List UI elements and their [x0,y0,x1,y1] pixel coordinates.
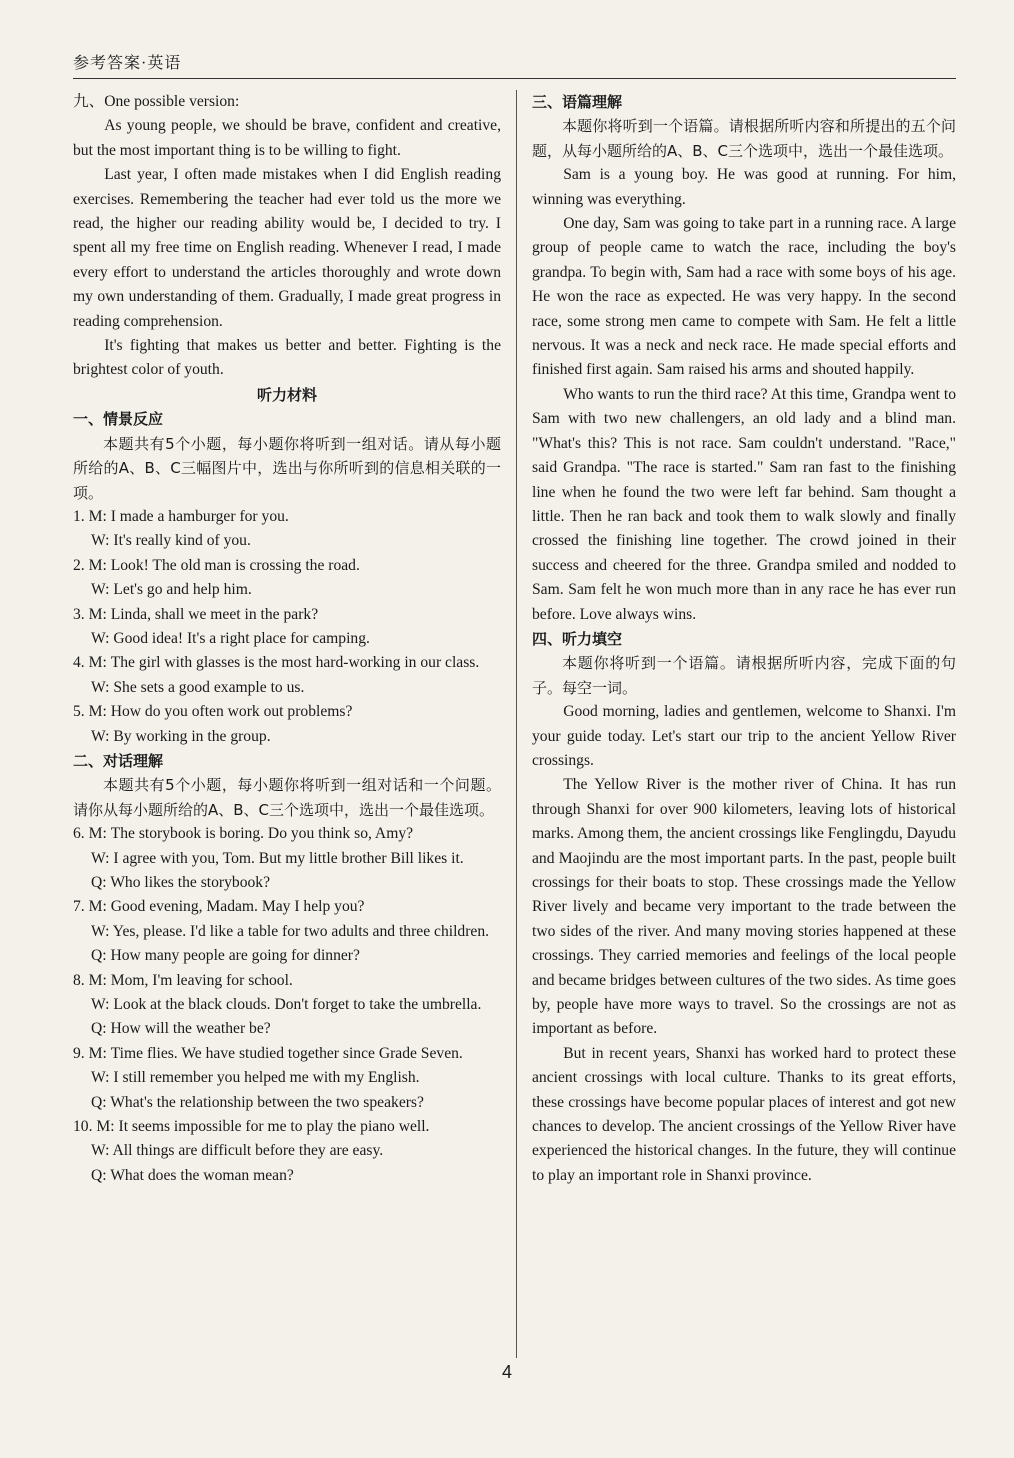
speaker-w: W: I agree with you, Tom. But my little brother Bill likes it. [91,849,464,867]
section-heading: 三、语篇理解 [532,93,623,111]
dialogue-item [73,895,501,968]
essay-heading: 九、One possible version: [73,93,240,110]
speaker-w: W: She sets a good example to us. [91,678,305,696]
speaker-w: W: By working in the group. [91,727,271,745]
speaker-m: How do you often work out problems? [110,703,353,721]
section-instruction: 本题你将听到一个语篇。请根据所听内容和所提出的五个问题，从每小题所给的A、B、C三个选项中，选出一个最佳选项。 [532,117,956,160]
item-number: 10. M: [73,1118,119,1136]
dialogue-item [73,1042,501,1115]
item-number: 9. M: [73,1044,111,1062]
item-number: 6. M: [73,825,111,843]
item-number: 4. M: [73,654,111,672]
speaker-m: Look! The old man is crossing the road. [110,556,360,574]
speaker-w: W: Let's go and help him. [91,581,252,599]
passage-paragraph: The Yellow River is the mother river of China. It has run through Shanxi for over 900 kilometers, leaving lots of historical marks. Among them, the ancient crossings like Fenglingdu, Dayudu and Maojindu are the most important parts. In the past, people built crossings for their boats to stop. These crossings made the Yellow River lively and became very important to the trade between the two sides of the river. And many moving stories happened at these crossings. They carried memories and feelings of the local people and became bridges between cultures of the two sides. As time goes by, people have more ways to travel. So the crossings are not as important as before. [532,776,957,1038]
section-heading: 二、对话理解 [73,751,164,770]
dialogue-item [73,969,501,1042]
speaker-m: The storybook is boring. Do you think so, Amy? [110,825,414,843]
question: Q: What does the woman mean? [91,1166,294,1184]
section-heading: 一、情景反应 [73,410,164,429]
speaker-m: Linda, shall we meet in the park? [110,605,319,623]
section-heading: 四、听力填空 [532,629,623,648]
question: Q: Who likes the storybook? [91,874,271,891]
question: Q: What's the relationship between the two speakers? [91,1093,424,1111]
passage-paragraph: One day, Sam was going to take part in a running race. A large group of people came to watch the race, including the boy's grandpa. To begin with, Sam had a race with some boys of his age. He won the race as expected. He was very happy. In the second race, some strong men came to compete with Sam. He felt a little nervous. It was a neck and neck race. He made special efforts and finished first again. Sam raised his arms and shouted happily. [532,215,956,379]
item-number: 1. M: [73,507,111,525]
passage-paragraph: Sam is a young boy. He was good at running. For him, winning was everything. [532,166,956,208]
speaker-m: Good evening, Madam. May I help you? [110,898,365,916]
left-column [73,90,501,1188]
listening-title: 听力材料 [256,385,317,404]
dialogue-item [73,1115,501,1188]
dialogue-item [73,554,501,603]
dialogue-item [73,603,501,652]
dialogue-item [73,700,501,749]
passage-paragraph: Who wants to run the third race? At this time, Grandpa went to Sam with two new challengers, an old lady and a blind man. "What's this? This is not race. Sam couldn't understand. "Race," said Grandpa. "The race is started." Sam ran fast to the finishing line when he found the two were left far behind. Sam thought a little. Then he ran back and took them to walk slowly and finally crossed the finishing line together. The crowd joined in their success and cheered for the three. Grandpa smiled and nodded to Sam. Sam felt he won much more than in any race he has ever run before. Love always wins. [532,385,956,623]
speaker-m: The girl with glasses is the most hard-working in our class. [110,654,480,672]
question: Q: How will the weather be? [91,1020,271,1038]
column-divider [516,90,517,1358]
item-number: 7. M: [73,898,111,916]
speaker-m: It seems impossible for me to play the piano well. [118,1118,430,1136]
speaker-m: Mom, I'm leaving for school. [110,971,293,989]
essay-paragraph: As young people, we should be brave, confident and creative, but the most important thing is to be willing to fight. [73,117,501,159]
speaker-w: W: Yes, please. I'd like a table for two adults and three children. [91,922,490,940]
item-number: 2. M: [73,556,111,574]
page-number: 4 [501,1362,512,1382]
dialogue-item [73,822,501,895]
speaker-w: W: I still remember you helped me with my English. [91,1069,420,1087]
dialogue-item [73,505,501,554]
item-number: 3. M: [73,605,111,623]
essay-paragraph: It's fighting that makes us better and better. Fighting is the brightest color of youth. [73,337,501,379]
passage-paragraph: But in recent years, Shanxi has worked hard to protect these ancient crossings with local culture. Thanks to its great efforts, these crossings have become popular places of interest and got new chances to develop. The ancient crossings of the Yellow River have experienced the historical changes. In the future, they will continue to play an important role in Shanxi province. [532,1044,956,1184]
question: Q: How many people are going for dinner? [91,947,360,965]
dialogue-item [73,651,501,700]
speaker-w: W: All things are difficult before they are easy. [91,1142,384,1160]
page-header: 参考答案·英语 [73,55,182,72]
header-rule [73,78,956,79]
speaker-m: Time flies. We have studied together since Grade Seven. [110,1044,463,1062]
speaker-w: W: Good idea! It's a right place for camping. [91,629,370,647]
right-column [532,90,956,1188]
speaker-w: W: It's really kind of you. [91,532,251,550]
item-number: 5. M: [73,703,111,721]
section-instruction: 本题共有5个小题，每小题你将听到一组对话。请从每小题所给的A、B、C三幅图片中，选出与你所听到的信息相关联的一项。 [73,434,501,502]
essay-paragraph: Last year, I often made mistakes when I did English reading exercises. Remembering the teacher had ever told us the more we read, the higher our reading ability would be, I decided to try. I spent all my free time on English reading. Whenever I read, I made every effort to understand the articles thoroughly and wrote down my own understanding of them. Gradually, I made great progress in reading comprehension. [73,166,501,330]
section-instruction: 本题共有5个小题，每小题你将听到一组对话和一个问题。请你从每小题所给的A、B、C三个选项中，选出一个最佳选项。 [73,776,501,819]
speaker-w: W: Look at the black clouds. Don't forget to take the umbrella. [91,996,482,1014]
passage-paragraph: Good morning, ladies and gentlemen, welcome to Shanxi. I'm your guide today. Let's start our trip to the ancient Yellow River crossings. [532,703,956,769]
item-number: 8. M: [73,971,111,989]
speaker-m: I made a hamburger for you. [110,507,289,525]
section-instruction: 本题你将听到一个语篇。请根据所听内容，完成下面的句子。每空一词。 [532,654,956,697]
